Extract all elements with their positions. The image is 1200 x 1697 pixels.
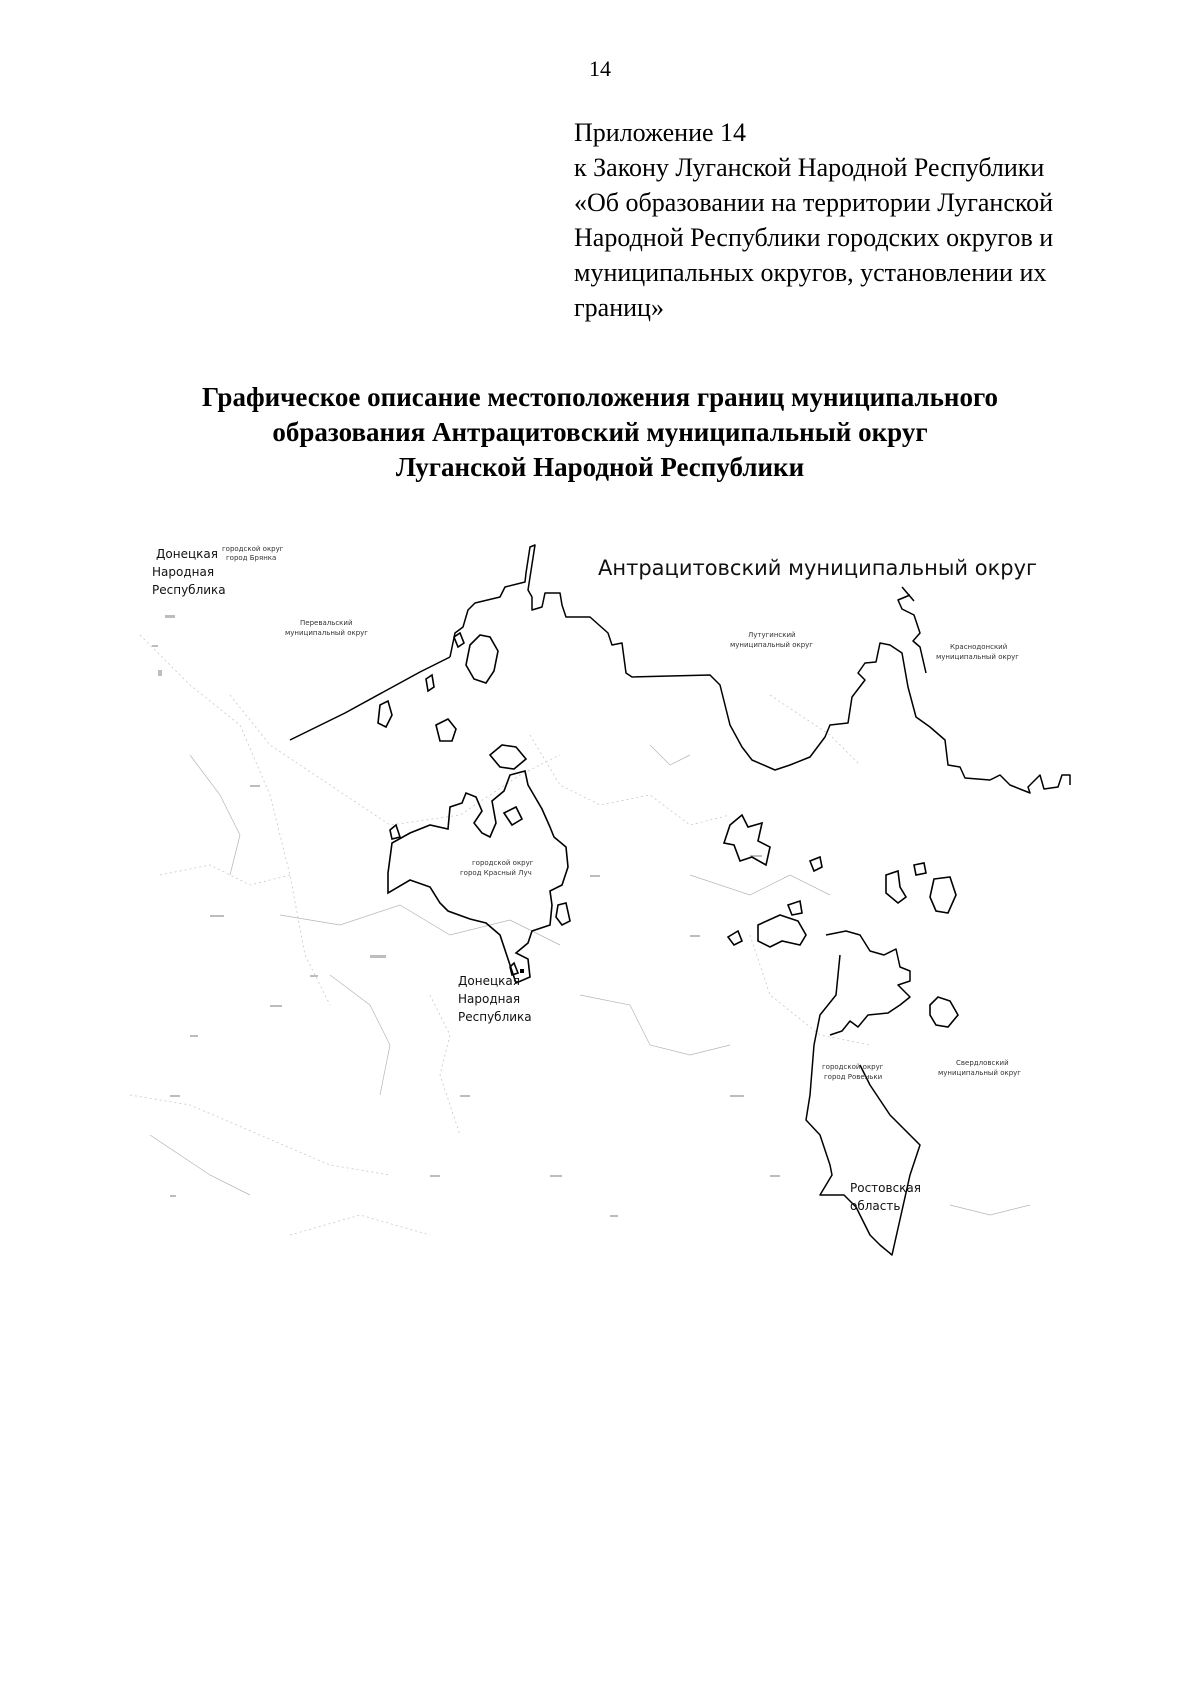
- label-dnr-top: [152, 547, 226, 597]
- label-perevalsky: [285, 619, 368, 637]
- title-line: Графическое описание местоположения границ муниципального: [201, 382, 999, 412]
- appendix-line: границ»: [574, 293, 664, 322]
- label-text: муниципальный округ: [285, 629, 368, 637]
- map-svg: [130, 535, 1130, 1275]
- nw-boundary-line: [290, 657, 450, 740]
- label-text: Лутугинский: [748, 631, 796, 639]
- label-text: город Красный Луч: [460, 869, 532, 877]
- sverdlovsk-boundary: [826, 931, 910, 1035]
- district-boundary: [450, 545, 1070, 793]
- east-enclave: [930, 877, 956, 913]
- label-text: Донецкая: [156, 547, 218, 561]
- east-enclave: [810, 857, 822, 871]
- appendix-header: [574, 115, 1134, 325]
- title-line: Луганской Народной Республики: [395, 452, 805, 482]
- boundary-map: [130, 535, 1130, 1275]
- label-text: городской округ: [222, 545, 284, 553]
- background-specks: [152, 615, 1080, 1275]
- label-text: Республика: [152, 583, 226, 597]
- label-bryanka: [222, 545, 284, 562]
- north-enclave: [466, 635, 498, 683]
- label-text: Свердловский: [956, 1059, 1009, 1067]
- document-title: [0, 380, 1200, 485]
- krasny-luch-boundary: [388, 771, 568, 983]
- label-text: Перевальский: [300, 619, 353, 627]
- east-enclave: [886, 871, 906, 903]
- north-enclave: [556, 903, 570, 925]
- east-enclave: [724, 815, 770, 865]
- label-text: город Брянка: [226, 554, 277, 562]
- map-marker: [520, 969, 524, 973]
- label-text: город Ровеньки: [824, 1073, 883, 1081]
- label-text: Ростовская: [850, 1181, 921, 1195]
- north-enclave: [454, 633, 464, 647]
- east-enclave: [728, 931, 742, 945]
- label-text: муниципальный округ: [730, 641, 813, 649]
- label-text: муниципальный округ: [938, 1069, 1021, 1077]
- label-text: Краснодонский: [950, 643, 1008, 651]
- label-text: муниципальный округ: [936, 653, 1019, 661]
- label-text: Республика: [458, 1010, 532, 1024]
- north-enclave: [378, 701, 392, 727]
- map-title-pointer: [902, 587, 914, 601]
- label-text: область: [850, 1199, 901, 1213]
- label-text: Донецкая: [458, 974, 520, 988]
- appendix-line: Приложение 14: [574, 118, 747, 147]
- east-enclave: [758, 915, 806, 947]
- label-krasny-luch: [460, 859, 534, 877]
- east-enclave: [788, 901, 802, 915]
- label-text: Народная: [458, 992, 521, 1006]
- east-enclave: [930, 997, 958, 1027]
- label-rovenki: [822, 1063, 884, 1081]
- north-enclave: [436, 719, 456, 741]
- title-line: образования Антрацитовский муниципальный округ: [272, 417, 928, 447]
- map-title: Антрацитовский муниципальный округ: [598, 556, 1038, 580]
- label-sverdlovsky: [938, 1059, 1021, 1077]
- north-enclave: [490, 745, 526, 769]
- north-enclave: [504, 807, 522, 825]
- appendix-line: Народной Республики городских округов и: [574, 223, 1054, 252]
- north-enclave: [390, 825, 400, 839]
- north-enclave: [426, 675, 434, 691]
- label-krasnodonsky: [936, 643, 1019, 661]
- east-enclave: [914, 863, 926, 875]
- label-text: городской округ: [822, 1063, 884, 1071]
- label-lutuginsky: [730, 631, 813, 649]
- label-text: Народная: [152, 565, 215, 579]
- appendix-line: муниципальных округов, установлении их: [574, 258, 1047, 287]
- appendix-line: «Об образовании на территории Луганской: [574, 188, 1054, 217]
- east-boundary: [898, 595, 926, 673]
- page-number: 14: [589, 56, 611, 81]
- background-roads: [130, 635, 1030, 1235]
- appendix-line: к Закону Луганской Народной Республики: [574, 153, 1045, 182]
- label-rostov: [850, 1181, 921, 1213]
- label-text: городской округ: [472, 859, 534, 867]
